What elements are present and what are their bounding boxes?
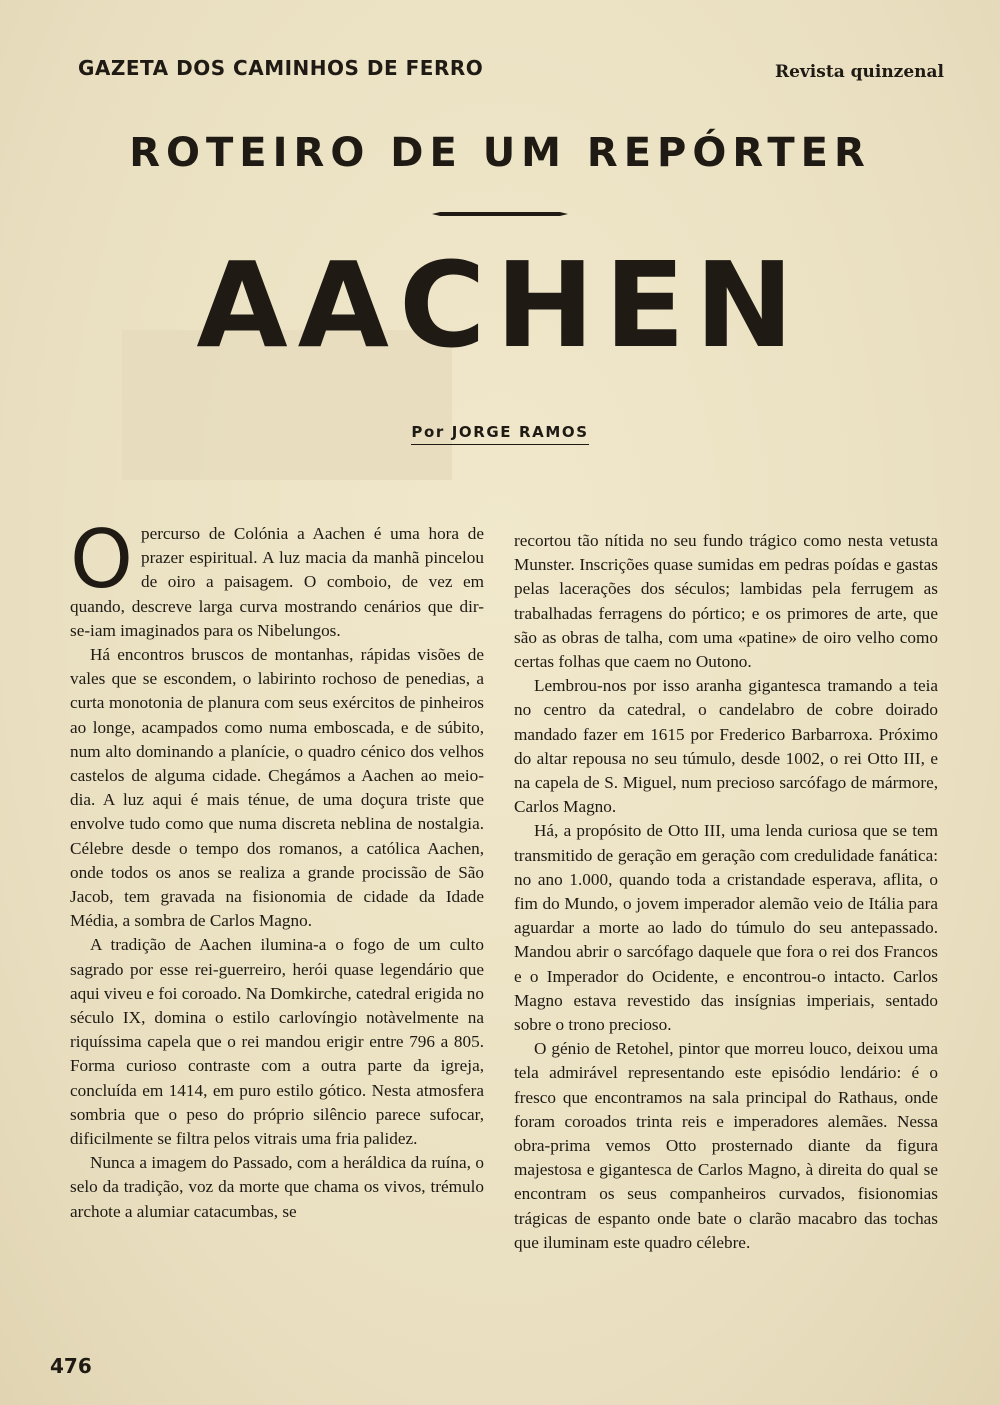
title-divider: [432, 212, 568, 216]
paragraph: Há, a propósito de Otto III, uma lenda curiosa que se tem transmitido de geração em geração com credulidade fanática: no ano 1.000, quando toda a cristandade esperava, aflita, o fim do Mundo, o jovem imperador alemão veio de Itália para aguardar a morte ao lado do túmulo do seu antepassado. Mandou abrir o sarcófago daquele que fora o rei dos Francos e o Imperador do Ocidente, e encontrou-o intacto. Carlos Magno estava revestido das insígnias imperiais, sentado sobre o trono precioso.: [514, 821, 938, 1035]
article-title: AACHEN: [196, 236, 804, 374]
paragraph-text: percurso de Colónia a Aachen é uma hora de prazer espiritual. A luz macia da manhã pincelou de oiro a paisagem. O comboio, de vez em quando, descreve larga curva mostrando cenários que dir-se-iam imaginados para os Nibelungos.: [70, 524, 484, 640]
paragraph: Há encontros bruscos de montanhas, rápidas visões de vales que se escondem, o labirinto rochoso de penedias, a curta monotonia de planura com seus exércitos de pinheiros ao longe, acampados como numa emboscada, e de súbito, num alto dominando a planície, o quadro cénico dos velhos castelos de alguma cidade. Chegámos a Aachen ao meio-dia. A luz aqui é mais ténue, de uma doçura triste que envolve tudo como que numa discreta neblina de nostalgia. Célebre desde o tempo dos romanos, a católica Aachen, onde todos os anos se realiza a grande procissão de São Jacob, tem gravada na fisionomia de cidade da Idade Média, a sombra de Carlos Magno.: [70, 645, 484, 931]
byline-text: Por JORGE RAMOS: [411, 423, 588, 445]
drop-cap: O: [70, 513, 133, 606]
page-number: 476: [50, 1354, 92, 1378]
series-title: ROTEIRO DE UM REPÓRTER: [129, 130, 871, 176]
left-column: [70, 513, 484, 1224]
paragraph: Nunca a imagem do Passado, com a heráldica da ruína, o selo da tradição, voz da morte que chama os vivos, trémulo archote a alumiar catacumbas, se: [70, 1153, 484, 1221]
publication-name: GAZETA DOS CAMINHOS DE FERRO: [78, 56, 484, 80]
paragraph: O génio de Retohel, pintor que morreu louco, deixou uma tela admirável representando este episódio lendário: é o fresco que encontramos na sala principal do Rathaus, onde foram coroados trinta reis e imperadores alemães. Nessa obra-prima vemos Otto prosternado diante da figura majestosa e gigantesca de Carlos Magno, à direita do qual se encontram os seus companheiros curvados, fisionomias trágicas de espanto onde bate o clarão macabro das tochas que iluminam este quadro célebre.: [514, 1039, 938, 1252]
publication-frequency: Revista quinzenal: [774, 62, 944, 82]
paragraph: [70, 513, 484, 643]
paragraph: recortou tão nítida no seu fundo trágico como nesta vetusta Munster. Inscrições quase sumidas em pedras poídas e gastas pelas lacerações dos séculos; lambidas pela ferrugem as trabalhadas ferragens do pórtico; e os primores de arte, que são as obras de talha, com uma «patine» de oiro velho como certas folhas que caem no Outono.: [514, 531, 938, 672]
byline: [0, 423, 1000, 441]
right-column: [514, 529, 938, 1255]
paragraph: A tradição de Aachen ilumina-a o fogo de um culto sagrado por esse rei-guerreiro, herói quase legendário que aqui viveu e foi coroado. Na Domkirche, catedral erigida no século IX, domina o estilo carlovíngio notàvelmente na riquíssima capela que o rei mandou erigir entre 796 a 805. Forma curioso contraste com a outra parte da igreja, concluída em 1414, em puro estilo gótico. Nesta atmosfera sombria que o peso do próprio silêncio parece sufocar, dificilmente se filtra pelos vitrais uma fria palidez.: [70, 935, 484, 1149]
paragraph: Lembrou-nos por isso aranha gigantesca tramando a teia no centro da catedral, o candelabro de cobre doirado mandado fazer em 1615 por Frederico Barbarroxa. Próximo do altar repousa no seu túmulo, desde 1002, o rei Otto III, e na capela de S. Miguel, num precioso sarcófago de mármore, Carlos Magno.: [514, 676, 938, 817]
